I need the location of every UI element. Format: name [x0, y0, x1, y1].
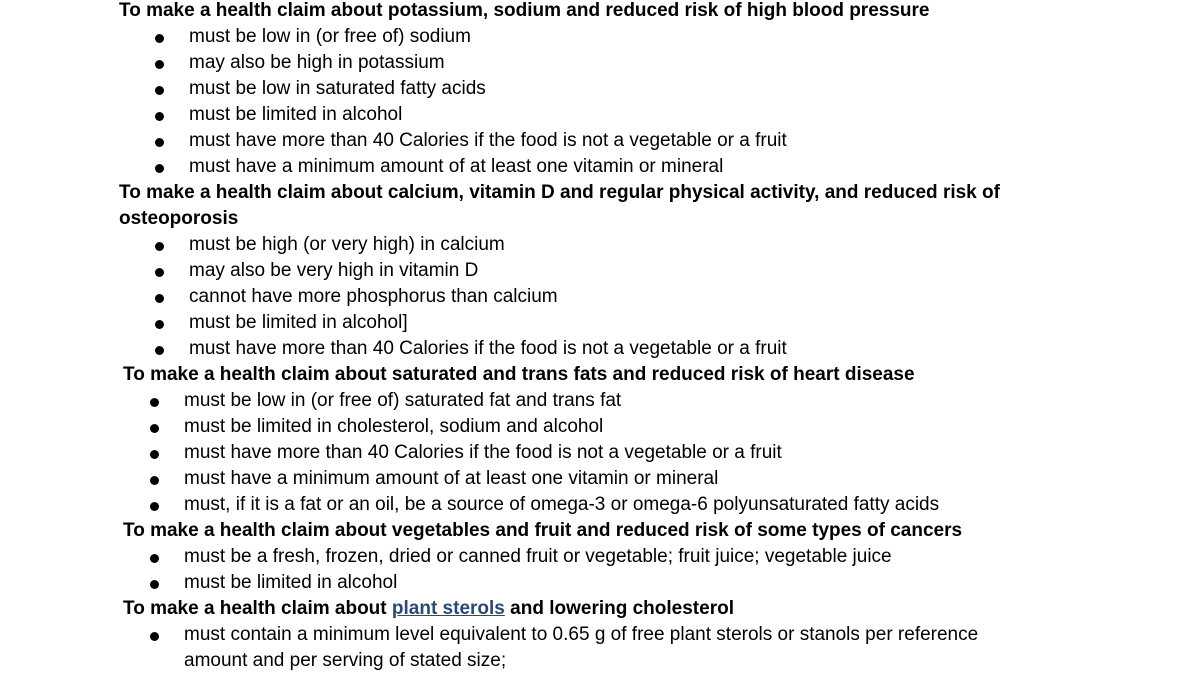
bullet-icon [150, 554, 159, 563]
list-item [0, 258, 1200, 284]
list-item [0, 440, 1200, 466]
list-item [0, 310, 1200, 336]
section-plant-sterols [0, 596, 1200, 674]
bullet-icon [155, 346, 164, 355]
bullet-icon [155, 164, 164, 173]
list-item-text: must have more than 40 Calories if the food is not a vegetable or a fruit [189, 130, 787, 151]
bullet-list [0, 544, 1200, 596]
list-item [0, 154, 1200, 180]
bullet-icon [155, 34, 164, 43]
list-item-text: must be limited in cholesterol, sodium and alcohol [184, 416, 604, 437]
bullet-icon [155, 86, 164, 95]
bullet-icon [155, 268, 164, 277]
bullet-icon [150, 450, 159, 459]
bullet-list [0, 622, 1200, 674]
list-item-text: must have more than 40 Calories if the food is not a vegetable or a fruit [184, 442, 782, 463]
bullet-icon [150, 632, 159, 641]
bullet-icon [150, 398, 159, 407]
section-heading: To make a health claim about saturated and trans fats and reduced risk of heart disease [123, 364, 915, 385]
bullet-icon [155, 242, 164, 251]
list-item-text: may also be very high in vitamin D [189, 260, 479, 281]
list-item-text: must be low in (or free of) sodium [189, 26, 471, 47]
section-vegetables-fruit [0, 518, 1200, 596]
section-heading [0, 596, 1200, 622]
bullet-icon [155, 60, 164, 69]
list-item-text: must be limited in alcohol] [189, 312, 408, 333]
bullet-icon [150, 424, 159, 433]
list-item-text: must be limited in alcohol [189, 104, 403, 125]
list-item-text: must contain a minimum level equivalent to 0.65 g of free plant sterols or stanols per reference amount and per serving of stated size; [184, 624, 979, 671]
list-item-text: must be limited in alcohol [184, 572, 398, 593]
list-item-text: must be high (or very high) in calcium [189, 234, 505, 255]
list-item-text: must be a fresh, frozen, dried or canned fruit or vegetable; fruit juice; vegetable juice [184, 546, 892, 567]
bullet-icon [155, 112, 164, 121]
list-item [0, 128, 1200, 154]
bullet-icon [155, 320, 164, 329]
section-heading: To make a health claim about vegetables and fruit and reduced risk of some types of cancers [123, 520, 963, 541]
list-item-text: must have a minimum amount of at least one vitamin or mineral [184, 468, 719, 489]
list-item [0, 336, 1200, 362]
list-item-text: must have a minimum amount of at least one vitamin or mineral [189, 156, 724, 177]
list-item [0, 76, 1200, 102]
section-heading: To make a health claim about calcium, vitamin D and regular physical activity, and reduced risk of osteoporosis [119, 182, 1000, 229]
bullet-icon [150, 502, 159, 511]
list-item-text: may also be high in potassium [189, 52, 445, 73]
list-item [0, 544, 1200, 570]
section-calcium-vitamin-d [0, 180, 1200, 362]
bullet-icon [150, 580, 159, 589]
list-item [0, 388, 1200, 414]
section-saturated-trans-fats [0, 362, 1200, 518]
bullet-icon [155, 294, 164, 303]
list-item [0, 232, 1200, 258]
list-item [0, 570, 1200, 596]
list-item [0, 492, 1200, 518]
list-item-text: must be low in (or free of) saturated fat and trans fat [184, 390, 622, 411]
list-item [0, 414, 1200, 440]
list-item [0, 622, 1200, 674]
bullet-icon [150, 476, 159, 485]
bullet-icon [155, 138, 164, 147]
heading-prefix: To make a health claim about [123, 598, 392, 619]
list-item [0, 466, 1200, 492]
list-item-text: cannot have more phosphorus than calcium [189, 286, 558, 307]
list-item-text: must have more than 40 Calories if the food is not a vegetable or a fruit [189, 338, 787, 359]
list-item [0, 102, 1200, 128]
plant-sterols-link[interactable]: plant sterols [391, 598, 505, 619]
list-item [0, 24, 1200, 50]
list-item-text: must be low in saturated fatty acids [189, 78, 486, 99]
bullet-list [0, 24, 1200, 180]
heading-suffix: and lowering cholesterol [504, 598, 734, 619]
section-potassium-sodium [0, 0, 1200, 180]
list-item [0, 50, 1200, 76]
list-item [0, 284, 1200, 310]
bullet-list [0, 232, 1200, 362]
list-item-text: must, if it is a fat or an oil, be a source of omega-3 or omega-6 polyunsaturated fatty acids [184, 494, 940, 515]
bullet-list [0, 388, 1200, 518]
section-heading: To make a health claim about potassium, sodium and reduced risk of high blood pressure [119, 0, 930, 21]
